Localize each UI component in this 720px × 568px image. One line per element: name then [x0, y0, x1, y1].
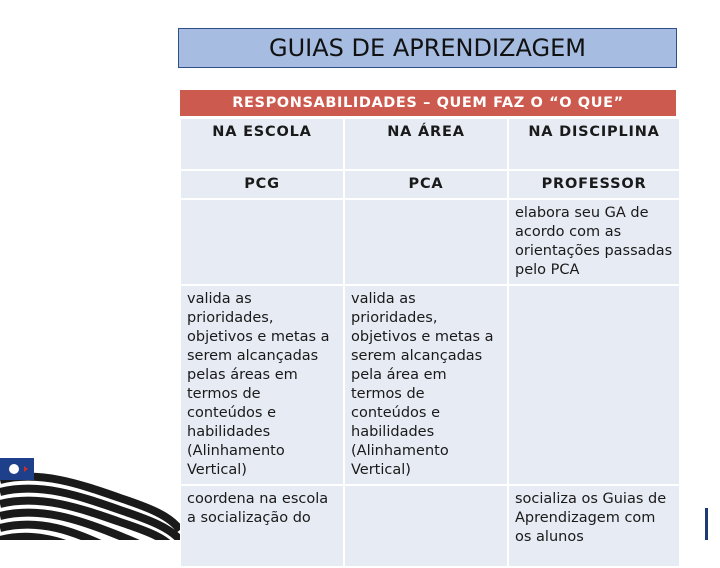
- role-escola: PCG: [181, 171, 343, 198]
- cell-escola: coordena na escola a socialização do: [181, 486, 343, 566]
- table-row: [181, 286, 679, 484]
- cell-escola: [181, 200, 343, 284]
- responsibilities-banner: RESPONSABILIDADES – QUEM FAZ O “O QUE”: [180, 90, 676, 116]
- cell-area: [345, 486, 507, 566]
- table-row: [181, 486, 679, 566]
- role-disciplina: PROFESSOR: [509, 171, 679, 198]
- slide-title: GUIAS DE APRENDIZAGEM: [178, 28, 677, 68]
- header-disciplina: NA DISCIPLINA: [509, 119, 679, 169]
- cell-escola: valida as prioridades, objetivos e metas a serem alcançadas pelas áreas em termos de conteúdos e habilidades (Alinhamento Vertical): [181, 286, 343, 484]
- role-row: [181, 171, 679, 198]
- cell-disciplina: socializa os Guias de Aprendizagem com os alunos: [509, 486, 679, 566]
- role-area: PCA: [345, 171, 507, 198]
- table-row: [181, 200, 679, 284]
- header-row: [181, 119, 679, 169]
- corner-accent-line: [705, 508, 708, 540]
- cell-disciplina: [509, 286, 679, 484]
- cell-area: [345, 200, 507, 284]
- flag-stripes-decoration: [0, 440, 180, 540]
- header-escola: NA ESCOLA: [181, 119, 343, 169]
- cell-area: valida as prioridades, objetivos e metas a serem alcançadas pela área em termos de conteúdos e habilidades (Alinhamento Vertical): [345, 286, 507, 484]
- cell-disciplina: elabora seu GA de acordo com as orientações passadas pelo PCA: [509, 200, 679, 284]
- header-area: NA ÁREA: [345, 119, 507, 169]
- responsibilities-table: [179, 117, 681, 568]
